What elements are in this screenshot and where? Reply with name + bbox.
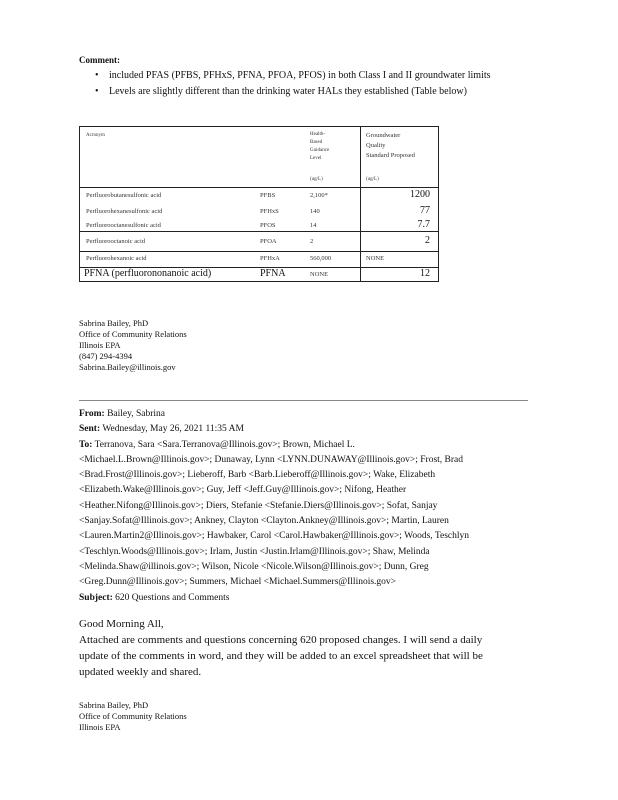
email-header: [79, 407, 539, 606]
list-item: • Levels are slightly different than the drinking water HALs they established (Table below): [95, 84, 491, 100]
table-row-standard: 77: [420, 205, 430, 216]
greeting: Good Morning All,: [79, 618, 164, 630]
table-row-standard: 2: [425, 235, 430, 246]
to-line: <Heather.Nifong@Illinois.gov>; Diers, Stefanie <Stefanie.Diers@Illinois.gov>; Sofat, Sanjay: [79, 500, 438, 511]
signature-office: Office of Community Relations: [79, 329, 187, 339]
email-body: [79, 616, 539, 680]
table-row-name: Perfluorohexanoic acid: [86, 255, 147, 262]
table-row-hbgl: 14: [310, 222, 317, 229]
signature-name: Sabrina Bailey, PhD: [79, 700, 149, 710]
subject-label: Subject:: [79, 592, 113, 603]
table-row-acronym: PFOA: [260, 238, 277, 245]
header-acronym: Acronym: [86, 133, 105, 138]
table-row-hbgl: 2,100*: [310, 192, 328, 199]
table-row-name: Perfluorooctanesulfonic acid: [86, 222, 161, 229]
sent-value: Wednesday, May 26, 2021 11:35 AM: [102, 424, 244, 435]
table-row-acronym: PFNA: [260, 268, 286, 279]
subject-value: 620 Questions and Comments: [115, 592, 230, 603]
signature-office: Office of Community Relations: [79, 711, 187, 721]
list-item: • included PFAS (PFBS, PFHxS, PFNA, PFOA, PFOS) in both Class I and II groundwater limits: [95, 68, 491, 84]
comment-bullet-list: [95, 68, 491, 100]
table-row-acronym: PFBS: [260, 192, 276, 199]
table-row-name: Perfluorooctanoic acid: [86, 238, 146, 245]
table-row-acronym: PFHxA: [260, 255, 280, 262]
table-row-standard: 12: [420, 268, 430, 279]
to-line: Terranova, Sara <Sara.Terranova@Illinois.gov>; Brown, Michael L.: [94, 439, 355, 450]
signature-block-2: [79, 700, 187, 733]
signature-name: Sabrina Bailey, PhD: [79, 318, 149, 328]
body-line: updated weekly and shared.: [79, 666, 202, 678]
table-row-standard: 7.7: [417, 219, 430, 230]
to-line: <Sanjay.Sofat@Illinois.gov>; Ankney, Clayton <Clayton.Ankney@Illinois.gov>; Martin, Lauren: [79, 516, 449, 527]
body-line: update of the comments in word, and they will be added to an excel spreadsheet that will be: [79, 650, 483, 662]
from-value: Bailey, Sabrina: [107, 409, 166, 419]
to-line: <Brad.Frost@Illinois.gov>; Lieberoff, Barb <Barb.Lieberoff@Illinois.gov>; Wake, Elizabeth: [79, 470, 436, 481]
divider: [79, 400, 528, 401]
header-hbgl: Health- Based Guidance Level: [310, 132, 330, 161]
to-line: <Melinda.Shaw@illinois.gov>; Wilson, Nicole <Nicole.Wilson@Illinois.gov>; Dunn, Greg: [79, 561, 429, 572]
comment-label: Comment:: [79, 55, 120, 65]
to-label: To:: [79, 439, 93, 450]
signature-phone: (847) 294-4394: [79, 351, 133, 361]
table-row-hbgl: 140: [310, 208, 320, 215]
body-line: Attached are comments and questions concerning 620 proposed changes. I will send a daily: [79, 634, 483, 646]
table-row-hbgl: 560,000: [310, 255, 332, 262]
table-row-standard: 1200: [410, 189, 430, 200]
table-row-acronym: PFHxS: [260, 208, 279, 215]
signature-email[interactable]: Sabrina.Bailey@illinois.gov: [79, 362, 176, 372]
to-line: <Greg.Dunn@Illinois.gov>; Summers, Michael <Michael.Summers@Illinois.gov>: [79, 577, 397, 588]
to-line: <Lauren.Martin2@Illinois.gov>; Hawbaker, Carol <Carol.Hawbaker@Illinois.gov>; Woods, Teschlyn: [79, 531, 470, 542]
to-line: <Teschlyn.Woods@Illinois.gov>; Irlam, Justin <Justin.Irlam@Illinois.gov>; Shaw, Melinda: [79, 546, 430, 557]
to-line: <Elizabeth.Wake@Illinois.gov>; Guy, Jeff <Jeff.Guy@Illinois.gov>; Nifong, Heather: [79, 485, 407, 496]
table-row-hbgl: 2: [310, 238, 314, 245]
table-row-standard: NONE: [366, 255, 385, 262]
signature-org: Illinois EPA: [79, 722, 121, 732]
signature-org: Illinois EPA: [79, 340, 121, 350]
table-row-hbgl: NONE: [310, 271, 329, 278]
table-row-name: Perfluorohexanesulfonic acid: [86, 208, 163, 215]
header-standard: Groundwater Quality Standard Proposed: [366, 132, 415, 159]
table-row-acronym: PFOS: [260, 222, 276, 229]
table-row-name: PFNA (perfluorononanoic acid): [84, 268, 212, 279]
signature-block: [79, 318, 187, 373]
pfas-table: [79, 126, 439, 282]
unit-standard: (ug/L): [366, 177, 379, 182]
unit-hbgl: (ug/L): [310, 177, 323, 182]
to-line: <Michael.L.Brown@Illinois.gov>; Dunaway, Lynn <LYNN.DUNAWAY@Illinois.gov>; Frost, Brad: [79, 454, 464, 465]
table-row-name: Perfluorobutanesulfonic acid: [86, 192, 162, 199]
sent-label: Sent:: [79, 424, 101, 435]
from-label: From:: [79, 409, 105, 419]
